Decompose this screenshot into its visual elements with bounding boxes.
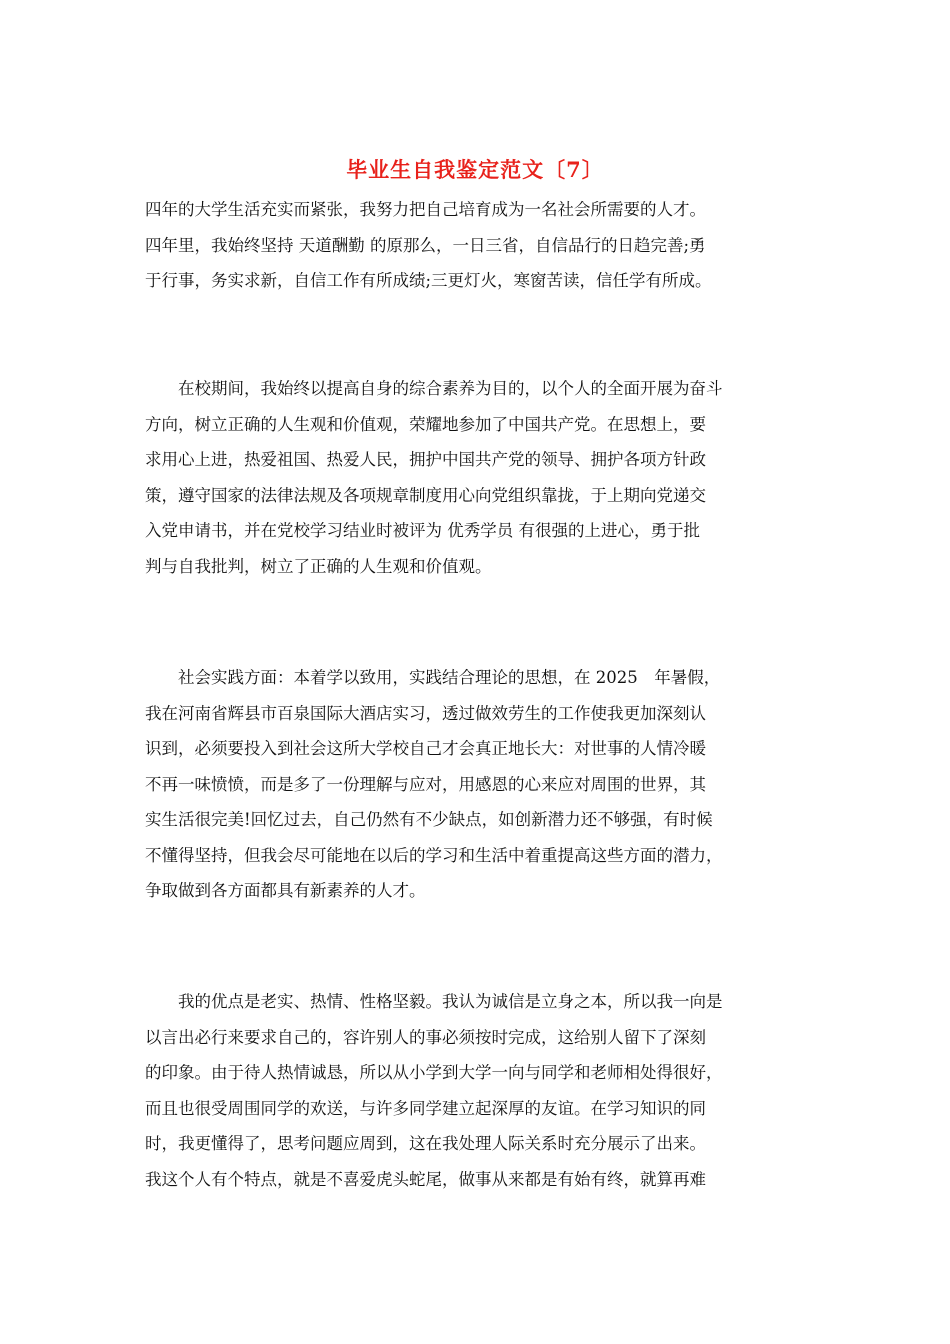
- document-title: 毕业生自我鉴定范文〔7〕: [346, 157, 604, 182]
- paragraph-line: 方向，树立正确的人生观和价值观，荣耀地参加了中国共产党。在思想上，要: [145, 414, 706, 434]
- paragraph-line: 四年里，我始终坚持 天道酬勤 的原那么，一日三省，自信品行的日趋完善;勇: [145, 235, 706, 255]
- paragraph-line: 四年的大学生活充实而紧张，我努力把自己培育成为一名社会所需要的人才。: [145, 200, 706, 219]
- paragraph-line: 实生活很完美!回忆过去，自己仍然有不少缺点，如创新潜力还不够强，有时候: [145, 810, 713, 829]
- paragraph-line: 于行事，务实求新，自信工作有所成绩;三更灯火，寒窗苦读，信任学有所成。: [145, 271, 712, 290]
- paragraph-line: 在校期间，我始终以提高自身的综合素养为目的，以个人的全面开展为奋斗: [145, 379, 723, 398]
- paragraph-line: 不懂得坚持，但我会尽可能地在以后的学习和生活中着重提高这些方面的潜力，: [145, 845, 723, 865]
- paragraph-line: 社会实践方面：本着学以致用，实践结合理论的思想，在 2025 年暑假，: [145, 668, 721, 687]
- paragraph-line: 识到，必须要投入到社会这所大学校自己才会真正地长大：对世事的人情冷暖: [145, 739, 706, 758]
- paragraph-line: 不再一味愤愤，而是多了一份理解与应对，用感恩的心来应对周围的世界，其: [145, 774, 706, 794]
- paragraph-line: 争取做到各方面都具有新素养的人才。: [145, 881, 426, 900]
- paragraph-2: [145, 371, 810, 584]
- paragraph-3: [145, 660, 810, 909]
- paragraph-line: 入党申请书，并在党校学习结业时被评为 优秀学员 有很强的上进心，勇于批: [145, 521, 700, 540]
- paragraph-line: 我在河南省辉县市百泉国际大酒店实习，透过做效劳生的工作使我更加深刻认: [145, 703, 706, 723]
- paragraph-line: 我这个人有个特点，就是不喜爱虎头蛇尾，做事从来都是有始有终，就算再难: [145, 1169, 706, 1189]
- paragraph-line: 我的优点是老实、热情、性格坚毅。我认为诚信是立身之本，所以我一向是: [145, 992, 723, 1011]
- paragraph-line: 求用心上进，热爱祖国、热爱人民，拥护中国共产党的领导、拥护各项方针政: [145, 450, 706, 469]
- paragraph-line: 而且也很受周围同学的欢送，与许多同学建立起深厚的友谊。在学习知识的同: [145, 1098, 706, 1118]
- paragraph-1: [145, 192, 810, 299]
- paragraph-line: 判与自我批判，树立了正确的人生观和价值观。: [145, 556, 492, 576]
- paragraph-line: 时，我更懂得了，思考问题应周到，这在我处理人际关系时充分展示了出来。: [145, 1134, 706, 1153]
- paragraph-line: 的印象。由于待人热情诚恳，所以从小学到大学一向与同学和老师相处得很好，: [145, 1063, 723, 1082]
- paragraph-4: [145, 984, 810, 1197]
- paragraph-line: 策，遵守国家的法律法规及各项规章制度用心向党组织靠拢，于上期向党递交: [145, 485, 706, 505]
- paragraph-line: 以言出必行来要求自己的，容许别人的事必须按时完成，这给别人留下了深刻: [145, 1027, 706, 1047]
